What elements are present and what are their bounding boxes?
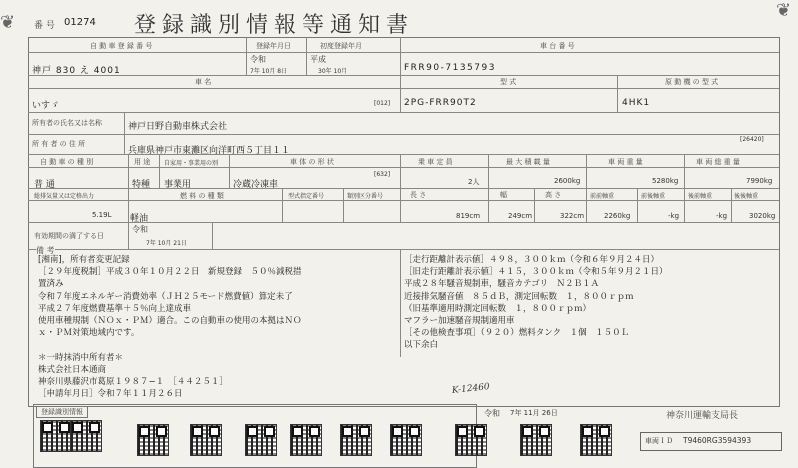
remark-line: 以下余白 bbox=[404, 340, 439, 351]
label-height: 高 さ bbox=[545, 191, 562, 199]
label-capacity: 乗 車 定 員 bbox=[418, 158, 453, 166]
label-weight: 車 両 重 量 bbox=[608, 158, 643, 166]
label-owner: 所有者の氏名又は名称 bbox=[32, 119, 102, 127]
front-rear-axle: -kg bbox=[668, 212, 680, 220]
remark-line: 平成２８年騒音規制車，騒音カテゴリ Ｎ２Ｂ１Ａ bbox=[404, 279, 600, 290]
label-type-no: 型式指定番号 bbox=[288, 193, 325, 200]
issuing-office: 神奈川運輸支局長 bbox=[666, 411, 739, 421]
vehicle-id-label: 車両ＩＤ bbox=[645, 437, 673, 445]
document-title: 登録識別情報等通知書 bbox=[134, 13, 415, 38]
label-first-reg: 初度登録年月 bbox=[320, 42, 362, 50]
owner-address: 兵庫県神戸市東灘区向洋町西５丁目１１ bbox=[128, 146, 291, 156]
remark-line: ［走行距離計表示値］４９８，３００ｋｍ（令和６年９月２４日） bbox=[404, 255, 660, 265]
label-length: 長 さ bbox=[410, 191, 427, 199]
remark-line: 株式会社日本通商 bbox=[38, 364, 107, 375]
maker: いすゞ bbox=[32, 101, 60, 111]
remarks-left bbox=[38, 254, 302, 400]
remark-line: ｘ・ＰＭ対策地域内です。 bbox=[38, 328, 140, 339]
issue-date-era: 令和 bbox=[484, 409, 500, 418]
serial-label: 番 号 bbox=[34, 21, 55, 31]
label-use: 用 途 bbox=[134, 158, 151, 166]
vehicle-id: T9460RG3594393 bbox=[683, 436, 752, 445]
remark-line: ［２９年度税制］平成３０年１０月２２日 新規登録 ５０％減税措 bbox=[38, 267, 302, 278]
reg-date: 7年 10月 8日 bbox=[250, 68, 288, 75]
corner-ornament-left: ❦ bbox=[0, 12, 16, 33]
label-rear-front-axle: 後前軸重 bbox=[688, 193, 713, 200]
issue-date: 7年 11月 26日 bbox=[510, 409, 558, 417]
label-chassis: 車 台 番 号 bbox=[540, 42, 575, 50]
reg-date-era: 令和 bbox=[250, 55, 266, 64]
remark-line: 平成２７年度燃費基準＋５％向上達成車 bbox=[38, 303, 192, 314]
first-reg: 30年 10月 bbox=[318, 68, 348, 75]
width: 249cm bbox=[508, 212, 533, 220]
max-load: 2600kg bbox=[554, 177, 581, 185]
expiry-date: 7年 10月 21日 bbox=[146, 240, 187, 247]
label-engine: 原 動 機 の 型 式 bbox=[665, 78, 719, 86]
address-code: [26420] bbox=[740, 136, 764, 143]
first-reg-era: 平成 bbox=[310, 55, 326, 64]
chassis-number: FRR90-7135793 bbox=[404, 63, 496, 73]
qr-code-9 bbox=[455, 424, 487, 456]
label-reg-info: 登録識別情報 bbox=[36, 406, 88, 418]
body-code: [632] bbox=[374, 171, 391, 178]
label-reg-number: 自 動 車 登 録 番 号 bbox=[90, 42, 153, 50]
qr-code-1 bbox=[40, 420, 72, 452]
remark-line: ［申請年月日］令和７年１１月２６日 bbox=[38, 389, 183, 400]
label-class-no: 類別区分番号 bbox=[347, 193, 384, 200]
qr-code-3 bbox=[137, 424, 169, 456]
gross-weight: 7990kg bbox=[746, 177, 773, 185]
reg-number: 神戸 830 え 4001 bbox=[32, 66, 121, 76]
qr-code-6 bbox=[290, 424, 322, 456]
label-address: 所 有 者 の 住 所 bbox=[32, 140, 86, 148]
rear-front-axle: -kg bbox=[716, 212, 728, 220]
label-vehicle-type: 自 動 車 の 種 別 bbox=[40, 158, 94, 166]
label-front-front-axle: 前前軸重 bbox=[590, 193, 615, 200]
label-rear-rear-axle: 後後軸重 bbox=[734, 193, 759, 200]
remark-line bbox=[38, 339, 302, 351]
rear-rear-axle: 3020kg bbox=[749, 212, 776, 220]
remark-line: 令和７年度エネルギー消費効率（ＪＨ２５モード燃費値）算定未了 bbox=[38, 291, 293, 302]
remark-line: 近接排気騒音値 ８５ｄＢ，測定回転数 １，８００ｒｐｍ bbox=[404, 291, 634, 302]
vehicle-weight: 5280kg bbox=[652, 177, 679, 185]
model: 2PG-FRR90T2 bbox=[404, 98, 477, 108]
label-business: 自家用・事業用の別 bbox=[164, 160, 219, 167]
label-remarks: 備 考 bbox=[36, 246, 55, 255]
model-code: [012] bbox=[374, 100, 391, 107]
body-shape: 冷蔵冷凍車 bbox=[233, 180, 279, 190]
label-reg-date: 登録年月日 bbox=[256, 42, 291, 50]
remark-line: マフラー加速騒音規制適用車 bbox=[404, 316, 515, 327]
qr-code-2 bbox=[70, 420, 102, 452]
label-front-rear-axle: 前後軸重 bbox=[641, 193, 666, 200]
remarks-right bbox=[404, 254, 668, 352]
remark-line: ［旧走行距離計表示値］４１５，３００ｋｍ（令和５年９月２１日） bbox=[404, 267, 668, 278]
displacement: 5.19L bbox=[92, 211, 112, 219]
label-model: 型 式 bbox=[500, 78, 517, 86]
remark-line: ＊一時抹消中所有者＊ bbox=[38, 352, 124, 363]
qr-code-4 bbox=[190, 424, 222, 456]
remark-line: [湘南]，所有者変更記録 bbox=[38, 255, 130, 265]
business-type: 事業用 bbox=[164, 180, 192, 190]
use: 特種 bbox=[132, 180, 151, 190]
vehicle-type: 普 通 bbox=[34, 180, 55, 190]
engine-model: 4HK1 bbox=[622, 98, 651, 108]
remark-line: （旧基準適用時測定回転数 １，８００ｒｐｍ） bbox=[404, 303, 592, 314]
remark-line: ［その他検査事項］（９２０）燃料タンク １個 １５０Ｌ bbox=[404, 328, 630, 339]
qr-code-8 bbox=[390, 424, 422, 456]
corner-ornament-right: ❦ bbox=[776, 0, 792, 21]
label-expiry: 有効期間の満了する日 bbox=[34, 232, 104, 240]
label-width: 幅 bbox=[500, 191, 507, 199]
expiry-era: 令和 bbox=[132, 225, 148, 234]
serial-number: 01274 bbox=[64, 17, 96, 28]
fuel-type: 軽油 bbox=[130, 214, 149, 224]
label-displacement: 総排気量又は定格出力 bbox=[34, 193, 95, 200]
label-max-load: 最 大 積 載 量 bbox=[506, 158, 550, 166]
qr-code-7 bbox=[340, 424, 372, 456]
label-gross: 車 両 総 重 量 bbox=[696, 158, 740, 166]
label-body: 車 体 の 形 状 bbox=[290, 158, 334, 166]
handwritten-note: K-12460 bbox=[451, 382, 491, 396]
label-maker: 車 名 bbox=[195, 78, 212, 86]
qr-code-5 bbox=[245, 424, 277, 456]
qr-code-11 bbox=[580, 424, 612, 456]
owner-name: 神戸日野自動車株式会社 bbox=[128, 122, 228, 132]
remark-line: 神奈川県藤沢市葛原１９８７−１ ［４４２５１］ bbox=[38, 377, 228, 388]
remark-line: 使用車種規制（ＮＯｘ・ＰＭ）適合。この自動車の使用の本拠はＮＯ bbox=[38, 316, 302, 327]
qr-code-10 bbox=[520, 424, 552, 456]
length: 819cm bbox=[456, 212, 481, 220]
label-fuel: 燃 料 の 種 類 bbox=[180, 192, 224, 200]
remark-line: 置済み bbox=[38, 279, 64, 290]
capacity: 2人 bbox=[468, 178, 480, 186]
height: 322cm bbox=[560, 212, 585, 220]
front-front-axle: 2260kg bbox=[604, 212, 631, 220]
